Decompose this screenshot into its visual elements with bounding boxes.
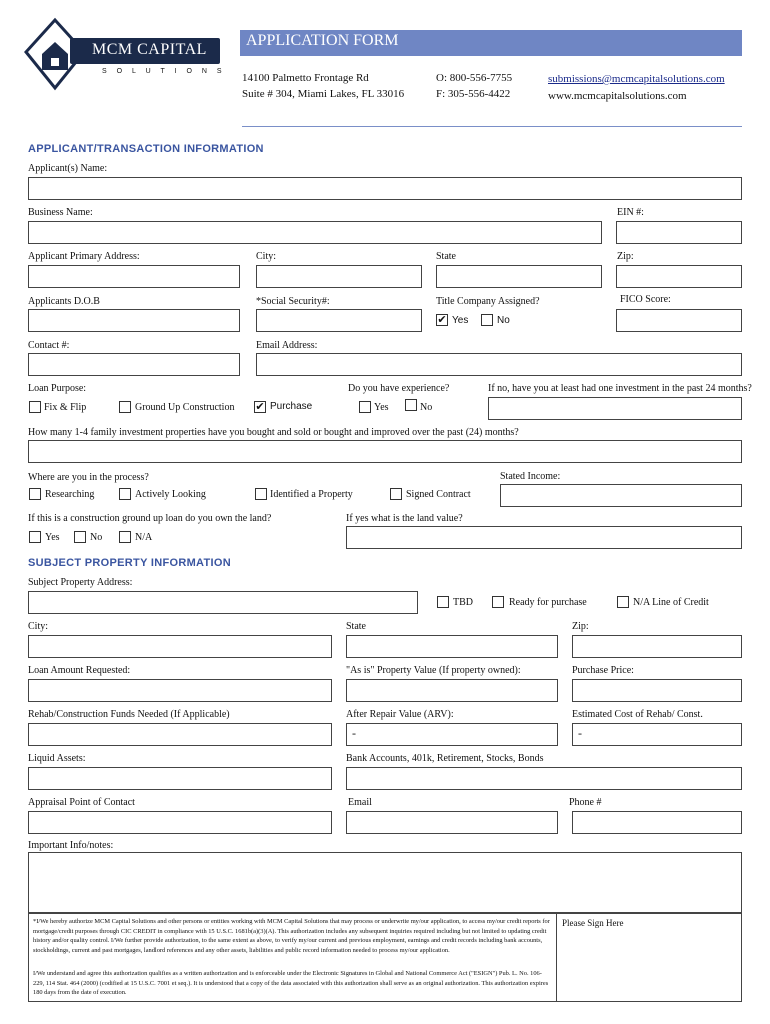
state-input[interactable] xyxy=(436,265,602,288)
business-name-input[interactable] xyxy=(28,221,602,244)
ground-up-checkbox[interactable] xyxy=(119,401,131,413)
email-address-label: Email Address: xyxy=(256,340,318,351)
signature-label: Please Sign Here xyxy=(562,918,624,928)
address-line-2: Suite # 304, Miami Lakes, FL 33016 xyxy=(242,88,405,100)
actively-looking-label: Actively Looking xyxy=(135,489,206,500)
address-line-1: 14100 Palmetto Frontage Rd xyxy=(242,72,369,84)
ready-label: Ready for purchase xyxy=(509,597,587,608)
arv-value: - xyxy=(352,726,356,740)
zip-input[interactable] xyxy=(616,265,742,288)
land-yes-label: Yes xyxy=(45,532,60,543)
title-no-label: No xyxy=(497,315,510,326)
notes-input[interactable] xyxy=(28,852,742,913)
signed-checkbox[interactable] xyxy=(390,488,402,500)
arv-input[interactable] xyxy=(346,723,558,746)
header-divider xyxy=(242,126,742,127)
applicant-section-title: APPLICANT/TRANSACTION INFORMATION xyxy=(28,143,264,155)
signed-label: Signed Contract xyxy=(406,489,471,500)
page-title: APPLICATION FORM xyxy=(246,32,399,49)
authorization-text: *I/We hereby authorize MCM Capital Solutions and other persons or entities working with MCM Capital Solutions that may process or underwrite my/our application, to access my/our credit reports for mortgage/credit purposes through CIC CREDIT in compliance with 15 U.S.C. 1681b(a)(3)(A). This authorization includes any subsequent inquiries required including but not limited to updating credit history and/or quality control. I/We further provide authorization, to the same extent as above, to verify my/our current and previous employment, earnings and credit records including bank accounts, stockholdings, current and past mortgages, landlord references and any other assets, liabilities and public record information needed to process my/our application. xyxy=(33,918,550,954)
subject-zip-label: Zip: xyxy=(572,621,589,632)
bank-accounts-input[interactable] xyxy=(346,767,742,790)
office-phone: O: 800-556-7755 xyxy=(436,72,513,84)
ein-input[interactable] xyxy=(616,221,742,244)
purchase-price-input[interactable] xyxy=(572,679,742,702)
na-line-label: N/A Line of Credit xyxy=(633,597,709,608)
fax: F: 305-556-4422 xyxy=(436,88,511,100)
appraisal-label: Appraisal Point of Contact xyxy=(28,797,135,808)
identified-checkbox[interactable] xyxy=(255,488,267,500)
experience-no-checkbox[interactable] xyxy=(405,399,417,411)
land-na-label: N/A xyxy=(135,532,153,543)
as-is-input[interactable] xyxy=(346,679,558,702)
zip-label: Zip: xyxy=(617,251,634,262)
researching-checkbox[interactable] xyxy=(29,488,41,500)
title-company-label: Title Company Assigned? xyxy=(436,296,540,307)
appraisal-input[interactable] xyxy=(28,811,332,834)
logo-sub: S O L U T I O N S xyxy=(102,68,226,75)
title-yes-checkbox[interactable]: ✔ xyxy=(437,313,447,326)
fix-flip-checkbox[interactable] xyxy=(29,401,41,413)
rehab-funds-input[interactable] xyxy=(28,723,332,746)
land-na-checkbox[interactable] xyxy=(119,531,131,543)
state-label: State xyxy=(436,251,456,262)
loan-purpose-label: Loan Purpose: xyxy=(28,383,87,394)
subject-address-input[interactable] xyxy=(28,591,418,614)
city-label: City: xyxy=(256,251,277,262)
purchase-label: Purchase xyxy=(270,401,313,412)
identified-label: Identified a Property xyxy=(270,489,353,500)
experience-label: Do you have experience? xyxy=(348,383,450,394)
fico-input[interactable] xyxy=(616,309,742,332)
arv-label: After Repair Value (ARV): xyxy=(346,709,454,720)
appraisal-phone-input[interactable] xyxy=(572,811,742,834)
notes-label: Important Info/notes: xyxy=(28,840,114,851)
subject-state-label: State xyxy=(346,621,366,632)
subject-address-label: Subject Property Address: xyxy=(28,577,133,588)
process-label: Where are you in the process? xyxy=(28,472,149,483)
ssn-input[interactable] xyxy=(256,309,422,332)
appraisal-email-label: Email xyxy=(348,797,372,808)
title-yes-label: Yes xyxy=(452,315,469,326)
purchase-price-label: Purchase Price: xyxy=(572,665,634,676)
primary-address-label: Applicant Primary Address: xyxy=(28,251,140,262)
ssn-label: *Social Security#: xyxy=(256,296,330,307)
land-no-label: No xyxy=(90,532,103,543)
liquid-assets-input[interactable] xyxy=(28,767,332,790)
stated-income-input[interactable] xyxy=(500,484,742,507)
land-value-input[interactable] xyxy=(346,526,742,549)
esign-text: I/We understand and agree this authorization qualifies as a written authorization and is enforceable under the Electronic Signatures in Global and National Commerce Act ("ESIGN") Pub. L. No. 106-229, 114 Stat. 464 (2000) (codified at 15 U.S.C. 7001 et seq.). It is understood that a copy of the data associated with this authorization shall serve as an original authorization. This authorization expires 180 days from the date of execution. xyxy=(33,970,549,997)
website: www.mcmcapitalsolutions.com xyxy=(548,90,687,102)
subject-city-input[interactable] xyxy=(28,635,332,658)
rehab-funds-label: Rehab/Construction Funds Needed (If Applicable) xyxy=(28,709,230,720)
subject-state-input[interactable] xyxy=(346,635,558,658)
subject-section-title: SUBJECT PROPERTY INFORMATION xyxy=(28,557,231,569)
subject-zip-input[interactable] xyxy=(572,635,742,658)
past-investment-label: If no, have you at least had one investment in the past 24 months? xyxy=(488,383,752,394)
na-line-checkbox[interactable] xyxy=(617,596,629,608)
fix-flip-label: Fix & Flip xyxy=(44,402,87,413)
loan-amount-input[interactable] xyxy=(28,679,332,702)
liquid-assets-label: Liquid Assets: xyxy=(28,753,86,764)
primary-address-input[interactable] xyxy=(28,265,240,288)
subject-city-label: City: xyxy=(28,621,49,632)
land-no-checkbox[interactable] xyxy=(74,531,86,543)
how-many-label: How many 1-4 family investment properties have you bought and sold or bought and improved over the past (24) months? xyxy=(28,427,519,438)
contact-input[interactable] xyxy=(28,353,240,376)
ready-checkbox[interactable] xyxy=(492,596,504,608)
appraisal-email-input[interactable] xyxy=(346,811,558,834)
applicant-name-input[interactable] xyxy=(28,177,742,200)
researching-label: Researching xyxy=(45,489,95,500)
applicant-name-label: Applicant(s) Name: xyxy=(28,163,108,174)
land-value-label: If yes what is the land value? xyxy=(346,513,463,524)
email-address-input[interactable] xyxy=(256,353,742,376)
stated-income-label: Stated Income: xyxy=(500,471,561,482)
appraisal-phone-label: Phone # xyxy=(569,797,602,808)
actively-looking-checkbox[interactable] xyxy=(119,488,131,500)
email-link[interactable]: submissions@mcmcapitalsolutions.com xyxy=(548,73,725,85)
est-cost-input[interactable] xyxy=(572,723,742,746)
est-cost-value: - xyxy=(578,726,582,740)
experience-yes-label: Yes xyxy=(374,402,389,413)
loan-amount-label: Loan Amount Requested: xyxy=(28,665,131,676)
est-cost-label: Estimated Cost of Rehab/ Const. xyxy=(572,709,703,720)
own-land-label: If this is a construction ground up loan do you own the land? xyxy=(28,513,272,524)
contact-label: Contact #: xyxy=(28,340,70,351)
tbd-checkbox[interactable] xyxy=(437,596,449,608)
logo-name: MCM CAPITAL xyxy=(92,41,207,58)
dob-label: Applicants D.O.B xyxy=(28,296,100,307)
ground-up-label: Ground Up Construction xyxy=(135,402,235,413)
ein-label: EIN #: xyxy=(617,207,644,218)
business-name-label: Business Name: xyxy=(28,207,93,218)
title-no-checkbox[interactable] xyxy=(481,314,493,326)
city-input[interactable] xyxy=(256,265,422,288)
experience-no-label: No xyxy=(420,402,433,413)
dob-input[interactable] xyxy=(28,309,240,332)
as-is-label: "As is" Property Value (If property owned): xyxy=(346,665,521,676)
bank-accounts-label: Bank Accounts, 401k, Retirement, Stocks, Bonds xyxy=(346,753,544,764)
how-many-input[interactable] xyxy=(28,440,742,463)
logo xyxy=(22,16,227,96)
tbd-label: TBD xyxy=(453,597,473,608)
experience-yes-checkbox[interactable] xyxy=(359,401,371,413)
land-yes-checkbox[interactable] xyxy=(29,531,41,543)
past-investment-input[interactable] xyxy=(488,397,742,420)
fico-label: FICO Score: xyxy=(620,294,671,305)
purchase-checkbox[interactable]: ✔ xyxy=(255,400,265,413)
